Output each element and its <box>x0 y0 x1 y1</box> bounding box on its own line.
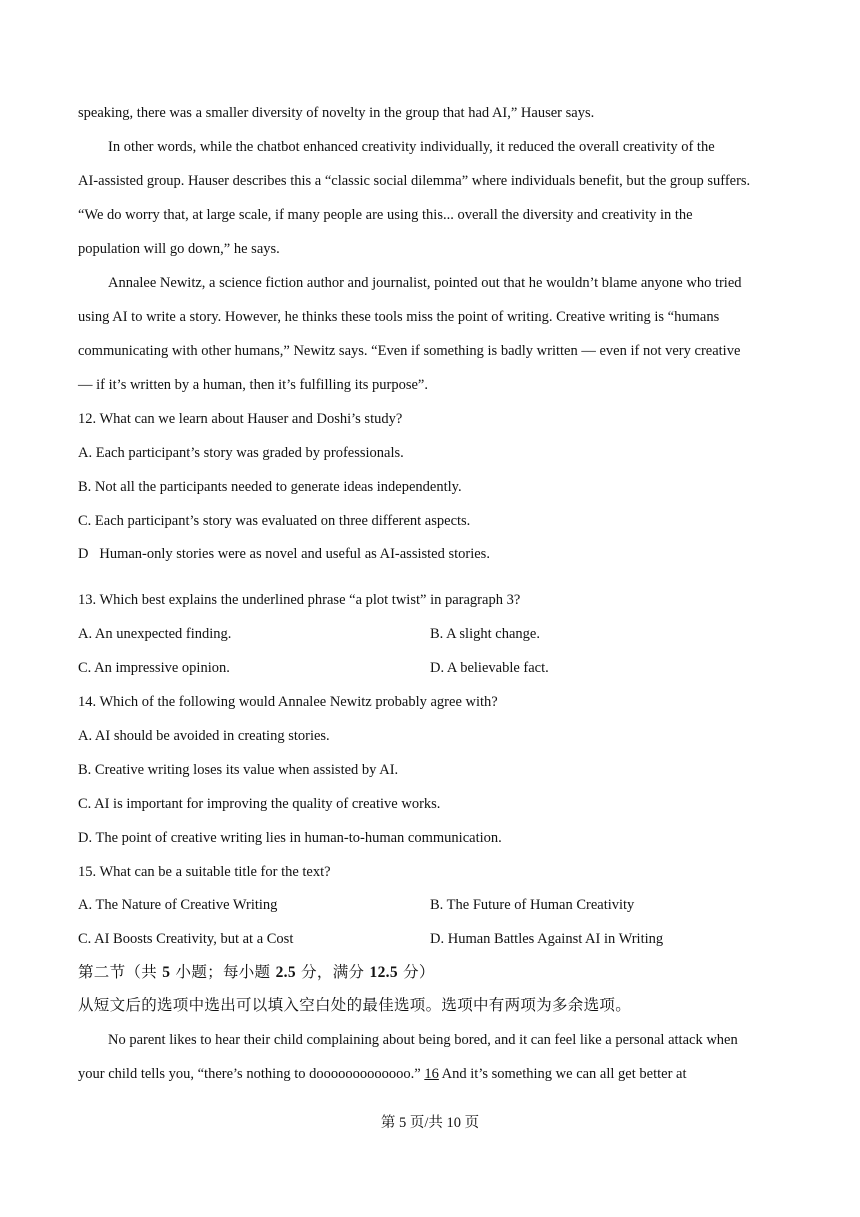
passage-line: communicating with other humans,” Newitz says. “Even if something is badly written — even if not very creative <box>78 343 741 359</box>
passage-line: Annalee Newitz, a science fiction author and journalist, pointed out that he wouldn’t blame anyone who tried <box>108 275 742 291</box>
passage-line: In other words, while the chatbot enhanced creativity individually, it reduced the overall creativity of the <box>108 139 715 155</box>
section-instruction: 从短文后的选项中选出可以填入空白处的最佳选项。选项中有两项为多余选项。 <box>78 996 632 1014</box>
section-heading <box>78 962 435 983</box>
passage-text: your child tells you, “there’s nothing to dooooooooooooo.” <box>78 1066 425 1082</box>
question-14-option-b: B. Creative writing loses its value when assisted by AI. <box>78 762 399 778</box>
page-footer: 第 5 页/共 10 页 <box>380 1115 480 1131</box>
question-14-stem: 14. Which of the following would Annalee Newitz probably agree with? <box>78 694 498 710</box>
passage-text: And it’s something we can all get better at <box>438 1066 687 1082</box>
question-15-stem: 15. What can be a suitable title for the text? <box>78 864 331 880</box>
question-15-option-b: B. The Future of Human Creativity <box>430 897 635 913</box>
blank-16 <box>424 1066 439 1082</box>
question-13-option-a: A. An unexpected finding. <box>78 626 232 642</box>
question-13-option-d: D. A believable fact. <box>430 660 549 676</box>
question-15-option-a: A. The Nature of Creative Writing <box>78 897 278 913</box>
section-heading-text: 分，满分 <box>301 963 365 981</box>
question-12-option-a: A. Each participant’s story was graded by professionals. <box>78 445 404 461</box>
question-12-option-b: B. Not all the participants needed to generate ideas independently. <box>78 479 462 495</box>
question-14-option-d: D. The point of creative writing lies in human-to-human communication. <box>78 830 502 846</box>
passage-line: population will go down,” he says. <box>78 241 280 257</box>
passage-line: AI-assisted group. Hauser describes this a “classic social dilemma” where individuals benefit, but the group suffers. <box>78 173 751 189</box>
section-heading-text: 分） <box>403 963 435 981</box>
passage-line: “We do worry that, at large scale, if many people are using this... overall the diversity and creativity in the <box>78 207 693 223</box>
question-13-stem: 13. Which best explains the underlined phrase “a plot twist” in paragraph 3? <box>78 592 521 608</box>
question-14-option-a: A. AI should be avoided in creating stories. <box>78 728 330 744</box>
question-12-stem: 12. What can we learn about Hauser and Doshi’s study? <box>78 411 403 427</box>
question-15-option-d: D. Human Battles Against AI in Writing <box>430 931 664 947</box>
section-heading-text: 第二节（共 <box>78 963 158 981</box>
passage-paragraph-end: speaking, there was a smaller diversity of novelty in the group that had AI,” Hauser says. <box>78 105 595 121</box>
passage-line: No parent likes to hear their child complaining about being bored, and it can feel like a personal attack when <box>108 1032 738 1048</box>
question-13-option-c: C. An impressive opinion. <box>78 660 230 676</box>
question-13-option-b: B. A slight change. <box>430 626 540 642</box>
question-12-option-d: D Human-only stories were as novel and useful as AI-assisted stories. <box>78 546 490 562</box>
passage-line: — if it’s written by a human, then it’s fulfilling its purpose”. <box>78 377 428 393</box>
score-total: 12.5 <box>369 964 398 981</box>
question-12-option-c: C. Each participant’s story was evaluated on three different aspects. <box>78 513 471 529</box>
passage-line-with-blank <box>78 1064 687 1084</box>
question-15-option-c: C. AI Boosts Creativity, but at a Cost <box>78 931 294 947</box>
question-count: 5 <box>162 964 171 981</box>
passage-line: using AI to write a story. However, he thinks these tools miss the point of writing. Creative writing is “humans <box>78 309 720 325</box>
question-14-option-c: C. AI is important for improving the quality of creative works. <box>78 796 441 812</box>
section-heading-text: 小题；每小题 <box>175 963 271 981</box>
blank-number: 16 <box>424 1066 439 1082</box>
score-each: 2.5 <box>275 964 296 981</box>
